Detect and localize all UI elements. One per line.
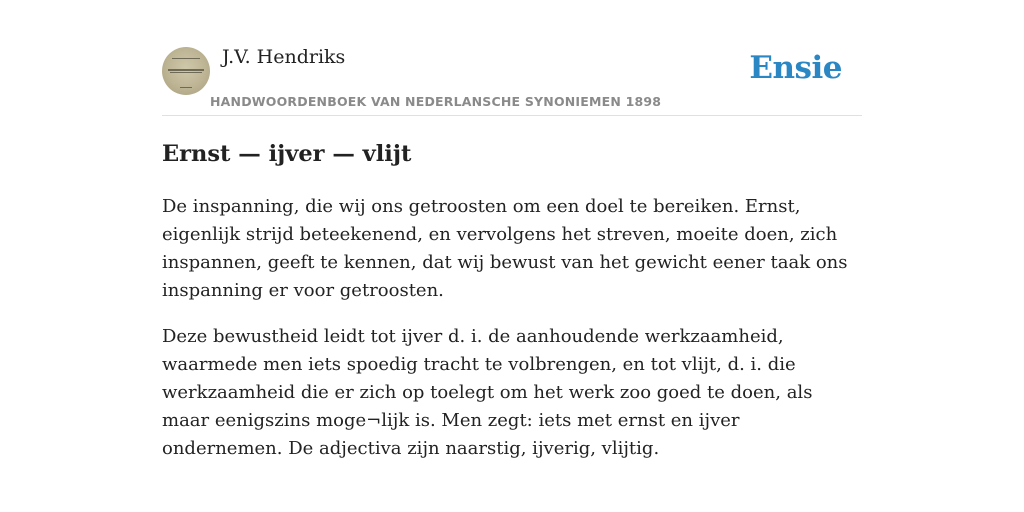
divider [162, 115, 862, 116]
book-cover-avatar[interactable] [162, 47, 210, 95]
entry-card [162, 0, 862, 512]
paragraph: Deze bewustheid leidt tot ijver d. i. de aanhoudende werkzaamheid, waarmede men iets spoedig tracht te volbrengen, en tot vlijt, d. i. die werkzaamheid die er zich op toelegt om het werk zoo goed te doen, als maar eenigszins moge¬lijk is. Men zegt: iets met ernst en ijver ondernemen. De adjectiva zijn naarstig, ijverig, vlijtig. [162, 326, 813, 459]
author-name[interactable]: J.V. Hendriks [222, 46, 346, 68]
entry-title: Ernst — ijver — vlijt [162, 141, 412, 167]
entry-body [162, 193, 862, 481]
source-title[interactable]: HANDWOORDENBOEK VAN NEDERLANSCHE SYNONIEMEN 1898 [210, 94, 662, 109]
brand-logo[interactable]: Ensie [749, 50, 842, 86]
paragraph: De inspanning, die wij ons getroosten om een doel te bereiken. Ernst, eigenlijk strijd beteekenend, en vervolgens het streven, moeite doen, zich inspannen, geeft te kennen, dat wij bewust van het gewicht eener taak ons inspanning er voor getroosten. [162, 196, 848, 301]
